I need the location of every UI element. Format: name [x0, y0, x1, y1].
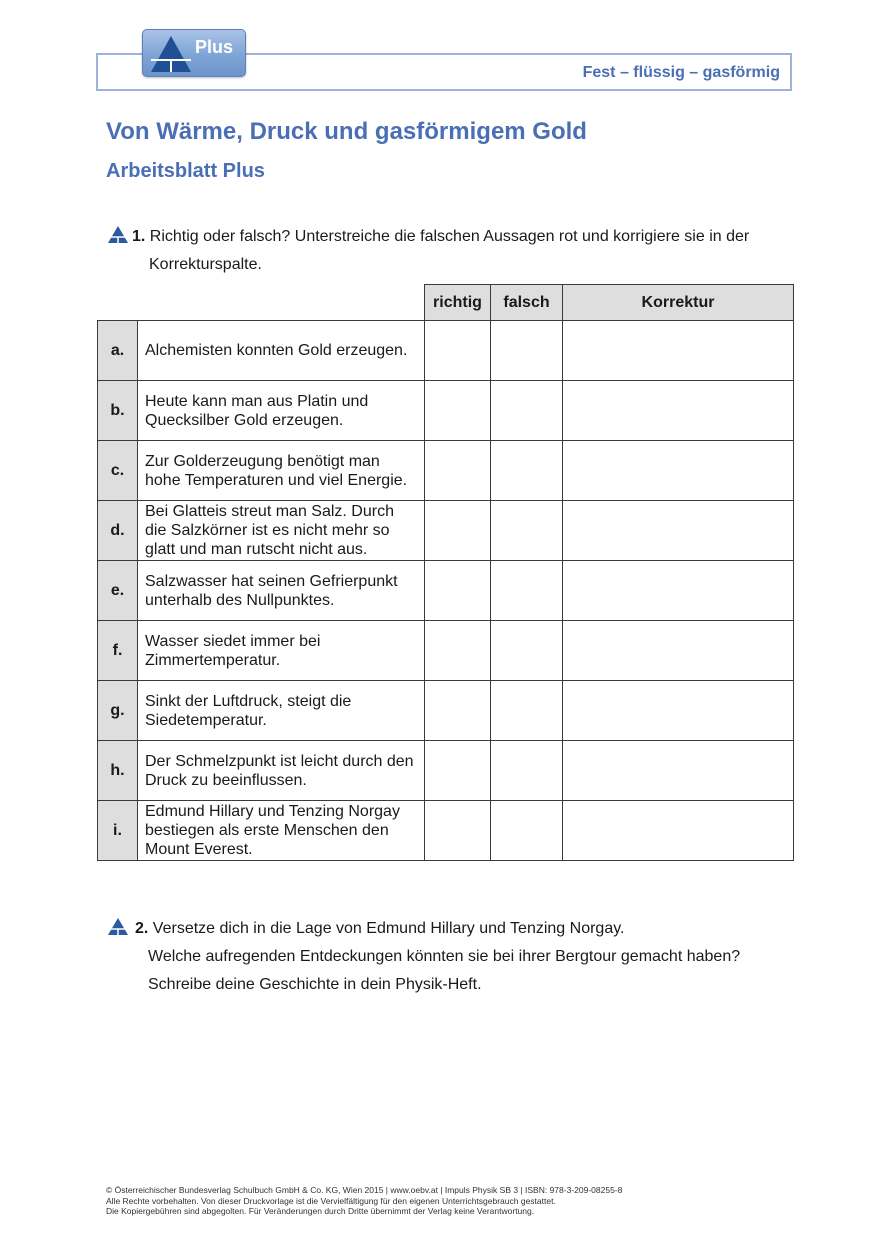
row-letter: a. — [98, 321, 138, 381]
row-statement: Wasser siedet immer bei Zimmertemperatur. — [138, 621, 425, 681]
table-row — [98, 561, 794, 621]
korrektur-cell[interactable] — [563, 441, 794, 501]
true-false-table — [97, 284, 794, 861]
task-2-line: Schreibe deine Geschichte in dein Physik-Heft. — [148, 976, 482, 993]
page-subtitle: Arbeitsblatt Plus — [106, 160, 265, 182]
falsch-cell[interactable] — [491, 441, 563, 501]
richtig-cell[interactable] — [425, 741, 491, 801]
richtig-cell[interactable] — [425, 801, 491, 861]
table-row — [98, 801, 794, 861]
falsch-cell[interactable] — [491, 801, 563, 861]
korrektur-cell[interactable] — [563, 741, 794, 801]
row-letter: h. — [98, 741, 138, 801]
row-letter: f. — [98, 621, 138, 681]
task-1-number: 1. — [132, 228, 146, 245]
richtig-cell[interactable] — [425, 681, 491, 741]
row-letter: e. — [98, 561, 138, 621]
table-row — [98, 321, 794, 381]
header-korrektur: Korrektur — [563, 285, 794, 321]
falsch-cell[interactable] — [491, 681, 563, 741]
footer-line: © Österreichischer Bundesverlag Schulbuch GmbH & Co. KG, Wien 2015 | www.oebv.at | Impuls Physik SB 3 | ISBN: 978-3-209-08255-8 — [106, 1185, 623, 1195]
row-statement: Zur Golderzeugung benötigt man hohe Temperaturen und viel Energie. — [138, 441, 425, 501]
task-2-number: 2. — [135, 920, 149, 937]
header-falsch: falsch — [491, 285, 563, 321]
task-2-line: Welche aufregenden Entdeckungen könnten sie bei ihrer Bergtour gemacht haben? — [148, 948, 741, 965]
row-letter: g. — [98, 681, 138, 741]
header-blank — [98, 285, 425, 321]
falsch-cell[interactable] — [491, 321, 563, 381]
row-statement: Alchemisten konnten Gold erzeugen. — [138, 321, 425, 381]
logo-label: Plus — [195, 37, 234, 57]
falsch-cell[interactable] — [491, 561, 563, 621]
falsch-cell[interactable] — [491, 501, 563, 561]
richtig-cell[interactable] — [425, 381, 491, 441]
footer-line: Die Kopiergebühren sind abgegolten. Für Veränderungen durch Dritte übernimmt der Verlag keine Verantwortung. — [106, 1206, 535, 1216]
table-row — [98, 621, 794, 681]
korrektur-cell[interactable] — [563, 321, 794, 381]
pyramid-icon — [107, 225, 129, 244]
task-1-line: Korrekturspalte. — [149, 256, 262, 273]
table-row — [98, 441, 794, 501]
row-statement: Der Schmelzpunkt ist leicht durch den Druck zu beeinflussen. — [138, 741, 425, 801]
header-richtig: richtig — [425, 285, 491, 321]
korrektur-cell[interactable] — [563, 561, 794, 621]
richtig-cell[interactable] — [425, 441, 491, 501]
korrektur-cell[interactable] — [563, 501, 794, 561]
korrektur-cell[interactable] — [563, 681, 794, 741]
page-title: Von Wärme, Druck und gasförmigem Gold — [106, 118, 587, 145]
korrektur-cell[interactable] — [563, 381, 794, 441]
pyramid-logo-icon — [142, 29, 246, 77]
falsch-cell[interactable] — [491, 381, 563, 441]
task-2-instruction — [135, 915, 740, 999]
table-row — [98, 741, 794, 801]
task-1-line: Richtig oder falsch? Unterstreiche die falschen Aussagen rot und korrigiere sie in der — [149, 228, 750, 245]
pyramid-icon — [107, 917, 129, 936]
task-2-line: Versetze dich in die Lage von Edmund Hillary und Tenzing Norgay. — [152, 920, 625, 937]
copyright-footer — [106, 1185, 622, 1217]
falsch-cell[interactable] — [491, 621, 563, 681]
richtig-cell[interactable] — [425, 561, 491, 621]
task-1-instruction — [132, 223, 749, 279]
row-statement: Bei Glatteis streut man Salz. Durch die Salzkörner ist es nicht mehr so glatt und man rutscht nicht aus. — [138, 501, 425, 561]
row-statement: Salzwasser hat seinen Gefrierpunkt unterhalb des Nullpunktes. — [138, 561, 425, 621]
row-letter: b. — [98, 381, 138, 441]
korrektur-cell[interactable] — [563, 801, 794, 861]
table-row — [98, 681, 794, 741]
richtig-cell[interactable] — [425, 501, 491, 561]
row-letter: c. — [98, 441, 138, 501]
topic-title: Fest – flüssig – gasförmig — [582, 64, 780, 81]
table-row — [98, 381, 794, 441]
korrektur-cell[interactable] — [563, 621, 794, 681]
richtig-cell[interactable] — [425, 321, 491, 381]
falsch-cell[interactable] — [491, 741, 563, 801]
table-row — [98, 501, 794, 561]
row-statement: Heute kann man aus Platin und Quecksilber Gold erzeugen. — [138, 381, 425, 441]
row-letter: i. — [98, 801, 138, 861]
row-statement: Sinkt der Luftdruck, steigt die Siedetemperatur. — [138, 681, 425, 741]
row-statement: Edmund Hillary und Tenzing Norgay bestiegen als erste Menschen den Mount Everest. — [138, 801, 425, 861]
table-header-row — [98, 285, 794, 321]
richtig-cell[interactable] — [425, 621, 491, 681]
footer-line: Alle Rechte vorbehalten. Von dieser Druckvorlage ist die Vervielfältigung für den eigenen Unterrichtsgebrauch gestattet. — [106, 1195, 556, 1206]
row-letter: d. — [98, 501, 138, 561]
